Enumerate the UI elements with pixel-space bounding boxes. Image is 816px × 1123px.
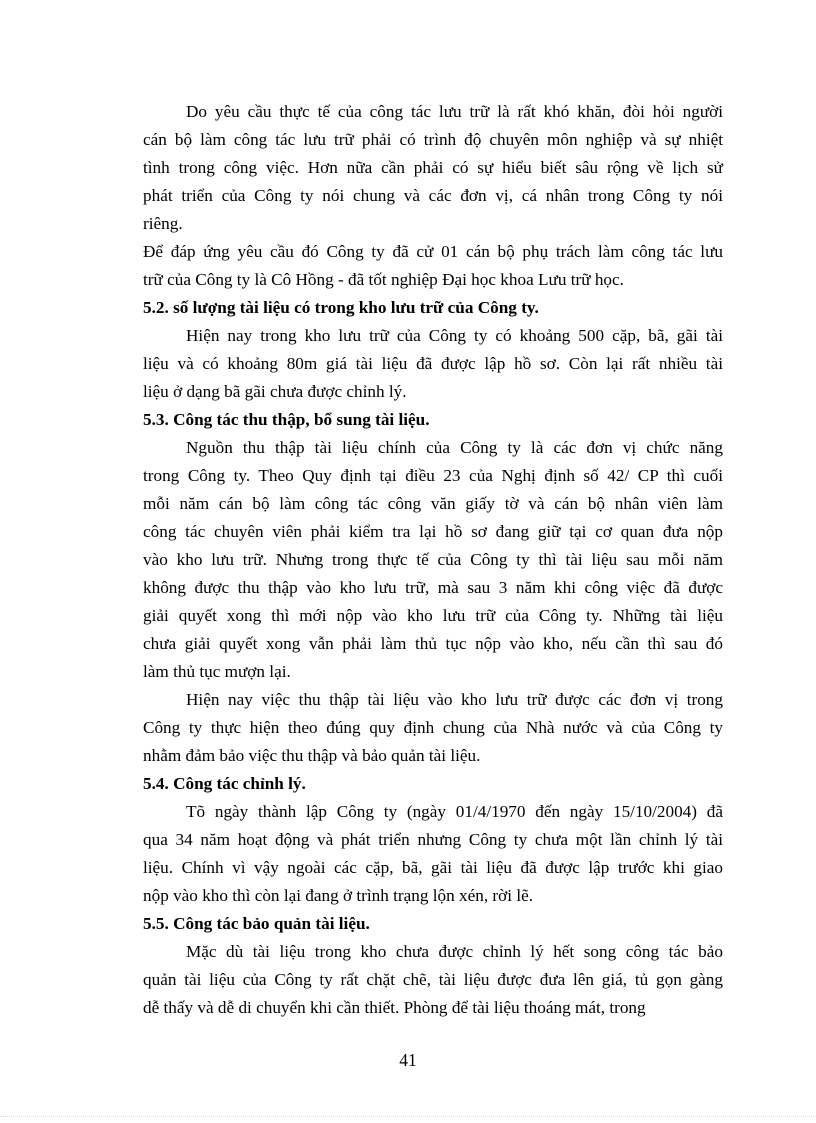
paragraph-line: Hiện nay việc thu thập tài liệu vào kho lưu trữ được các đơn vị trong xyxy=(186,690,723,709)
paragraph-line: Nguồn thu thập tài liệu chính của Công ty là các đơn vị chức năng xyxy=(186,438,723,457)
paragraph-line: giải quyết xong thì mới nộp vào kho lưu trữ của Công ty. Những tài liệu xyxy=(143,606,723,625)
paragraph-line: mỗi năm cán bộ làm công tác công văn giấy tờ và cán bộ nhân viên làm xyxy=(143,494,723,513)
paragraph-line: liệu. Chính vì vậy ngoài các cặp, bã, gãi tài liệu đã được lập trước khi giao xyxy=(143,858,723,877)
paragraph-line: cán bộ làm công tác lưu trữ phải có trình độ chuyên môn nghiệp và sự nhiệt xyxy=(143,130,723,149)
paragraph-line: Do yêu cầu thực tế của công tác lưu trữ là rất khó khăn, đòi hỏi người xyxy=(186,102,723,121)
paragraph-line: Hiện nay trong kho lưu trữ của Công ty có khoảng 500 cặp, bã, gãi tài xyxy=(186,326,723,345)
paragraph-line: làm thủ tục mượn lại. xyxy=(143,662,291,681)
paragraph-line: Công ty thực hiện theo đúng quy định chung của Nhà nước và của Công ty xyxy=(143,718,723,737)
paragraph-line: riêng. xyxy=(143,214,183,233)
paragraph-line: Mặc dù tài liệu trong kho chưa được chỉnh lý hết song công tác bảo xyxy=(186,942,723,961)
paragraph-line: trữ của Công ty là Cô Hồng - đã tốt nghiệp Đại học khoa Lưu trữ học. xyxy=(143,270,624,289)
paragraph-line: Tõ ngày thành lập Công ty (ngày 01/4/1970 đến ngày 15/10/2004) đã xyxy=(186,802,723,821)
paragraph-line: công tác chuyên viên phải kiểm tra lại hồ sơ đang giữ tại cơ quan đưa nộp xyxy=(143,522,723,541)
section-heading-5-5: 5.5. Công tác bảo quản tài liệu. xyxy=(143,914,370,933)
document-body xyxy=(143,98,723,1022)
paragraph-line: qua 34 năm hoạt động và phát triển nhưng Công ty chưa một lần chỉnh lý tài xyxy=(143,830,723,849)
paragraph-line: tình trong công việc. Hơn nữa cần phải có sự hiểu biết sâu rộng về lịch sử xyxy=(143,158,723,177)
paragraph-line: nhằm đảm bảo việc thu thập và bảo quản tài liệu. xyxy=(143,746,481,765)
paragraph-line: chưa giải quyết xong vẫn phải làm thủ tục nộp vào kho, nếu cần thì sau đó xyxy=(143,634,723,653)
paragraph-line: không được thu thập vào kho lưu trữ, mà sau 3 năm khi công việc đã được xyxy=(143,578,723,597)
page-bottom-divider xyxy=(0,1116,816,1117)
section-heading-5-4: 5.4. Công tác chỉnh lý. xyxy=(143,774,306,793)
page-number: 41 xyxy=(399,1050,417,1070)
paragraph-line: nộp vào kho thì còn lại đang ở trình trạng lộn xén, rời lẽ. xyxy=(143,886,534,905)
section-heading-5-3: 5.3. Công tác thu thập, bổ sung tài liệu. xyxy=(143,410,430,429)
paragraph-line: liệu ở dạng bã gãi chưa được chỉnh lý. xyxy=(143,382,407,401)
paragraph-line: phát triển của Công ty nói chung và các đơn vị, cá nhân trong Công ty nói xyxy=(143,186,723,205)
paragraph-line: vào kho lưu trữ. Nhưng trong thực tế của Công ty thì tài liệu sau mỗi năm xyxy=(143,550,723,569)
paragraph-line: liệu và có khoảng 80m giá tài liệu đã được lập hồ sơ. Còn lại rất nhiều tài xyxy=(143,354,723,373)
section-heading-5-2: 5.2. số lượng tài liệu có trong kho lưu trữ của Công ty. xyxy=(143,298,539,317)
paragraph-line: quản tài liệu của Công ty rất chặt chẽ, tài liệu được đưa lên giá, tủ gọn gàng xyxy=(143,970,723,989)
paragraph-line: Để đáp ứng yêu cầu đó Công ty đã cử 01 cán bộ phụ trách làm công tác lưu xyxy=(143,242,723,261)
paragraph-line: dễ thấy và dễ di chuyển khi cần thiết. Phòng để tài liệu thoáng mát, trong xyxy=(143,998,646,1017)
paragraph-line: trong Công ty. Theo Quy định tại điều 23 của Nghị định số 42/ CP thì cuối xyxy=(143,466,723,485)
